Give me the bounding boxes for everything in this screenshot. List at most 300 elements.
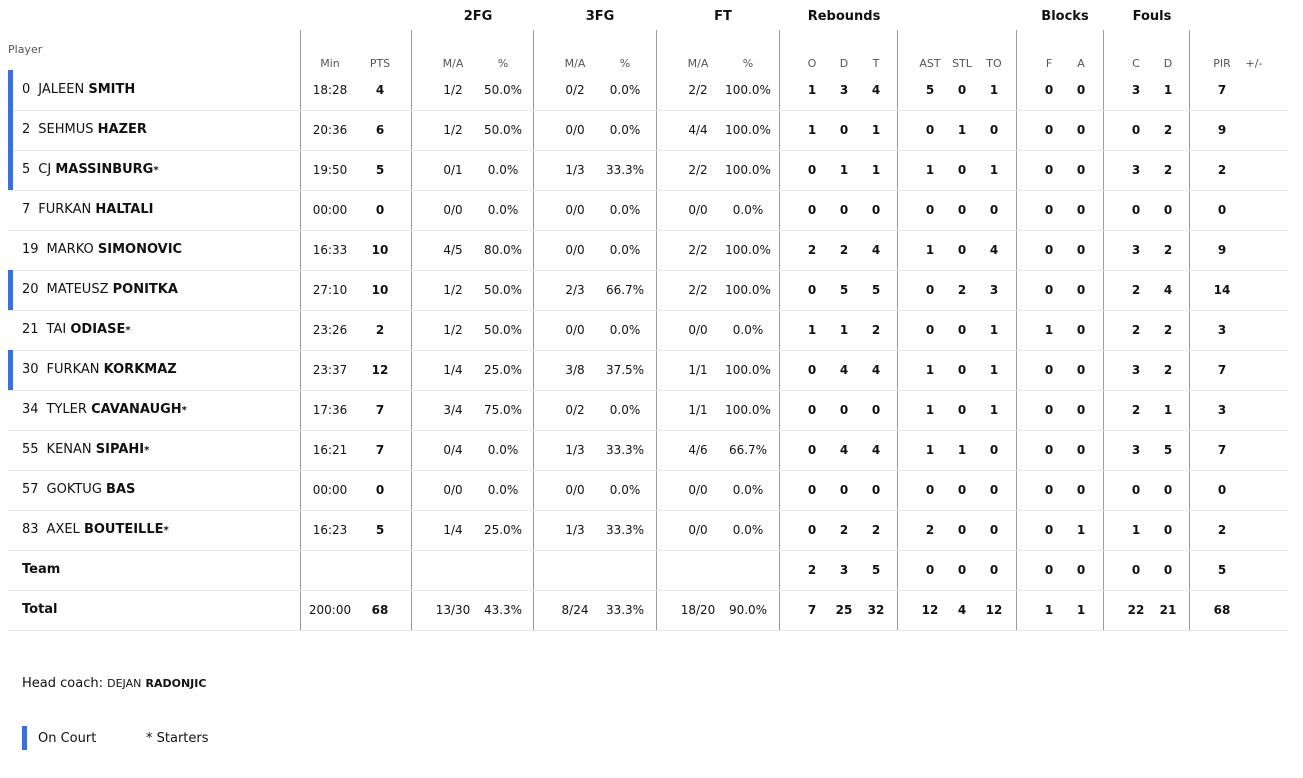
stat-2fg-pct	[478, 550, 528, 590]
stat-foul-c: 2	[1131, 323, 1141, 337]
stat-blk-a: 0	[1076, 203, 1086, 217]
player-name[interactable]	[22, 190, 154, 230]
player-last-name: PONITKA	[112, 282, 178, 297]
stat-reb-t: 4	[871, 243, 881, 257]
stat-blk-f: 0	[1044, 363, 1054, 377]
group-header-greb: Rebounds	[807, 9, 881, 24]
player-name[interactable]	[22, 310, 131, 350]
stat-reb-d: 0	[839, 123, 849, 137]
stat-blk-f: 1	[1044, 603, 1054, 617]
stat-reb-d: 2	[839, 243, 849, 257]
stat-plus-minus	[1229, 310, 1279, 350]
player-last-name: MASSINBURG	[55, 162, 154, 177]
stat-to: 0	[989, 483, 999, 497]
stat-blk-a: 1	[1076, 603, 1086, 617]
stat-ast: 1	[925, 243, 935, 257]
stat-foul-c: 3	[1131, 163, 1141, 177]
stat-blk-f: 0	[1044, 563, 1054, 577]
stat-to: 1	[989, 83, 999, 97]
stat-foul-c: 22	[1127, 603, 1145, 617]
on-court-indicator	[8, 350, 13, 390]
player-name[interactable]	[22, 430, 149, 470]
stat-pts: 5	[375, 523, 385, 537]
column-header-reb-d: D	[839, 57, 849, 70]
stat-blk-f: 1	[1044, 323, 1054, 337]
stat-2fg-pct: 50.0%	[483, 283, 523, 297]
player-number: 5	[22, 162, 31, 177]
stat-reb-t: 4	[871, 83, 881, 97]
player-last-name: BOUTEILLE	[83, 522, 164, 537]
stat-blk-f: 0	[1044, 523, 1054, 537]
stat-pir: 3	[1217, 403, 1227, 417]
column-header-3fg-ma: M/A	[564, 57, 586, 70]
stat-foul-d: 5	[1163, 443, 1173, 457]
stat-pir: 14	[1213, 283, 1231, 297]
stat-pir: 3	[1217, 323, 1227, 337]
stat-pts	[355, 550, 405, 590]
stat-blk-a: 0	[1076, 163, 1086, 177]
column-header-ast: AST	[919, 57, 941, 70]
stat-reb-t: 5	[871, 563, 881, 577]
stat-ft-pct: 0.0%	[732, 323, 764, 337]
stat-plus-minus	[1229, 510, 1279, 550]
stat-foul-d: 2	[1163, 123, 1173, 137]
stat-blk-a: 0	[1076, 443, 1086, 457]
stat-min: 200:00	[308, 603, 352, 617]
stat-reb-d: 0	[839, 483, 849, 497]
starter-marker: *	[163, 525, 169, 536]
player-last-name: BAS	[106, 482, 136, 497]
stat-pts: 10	[371, 243, 389, 257]
stat-2fg-ma: 0/4	[443, 443, 463, 457]
stat-ft-ma: 2/2	[688, 83, 708, 97]
player-name[interactable]	[22, 510, 169, 550]
stat-2fg-pct: 0.0%	[487, 443, 519, 457]
stat-3fg-pct: 0.0%	[609, 123, 641, 137]
stat-blk-f: 0	[1044, 283, 1054, 297]
stat-reb-d: 2	[839, 523, 849, 537]
stat-foul-d: 2	[1163, 163, 1173, 177]
stat-plus-minus	[1229, 150, 1279, 190]
stat-min	[305, 550, 355, 590]
stat-3fg-pct: 37.5%	[605, 363, 645, 377]
stat-ft-ma: 4/4	[688, 123, 708, 137]
stat-2fg-pct: 25.0%	[483, 363, 523, 377]
column-header-min: Min	[320, 57, 340, 70]
stat-plus-minus	[1229, 390, 1279, 430]
stat-ast: 0	[925, 323, 935, 337]
player-name[interactable]	[22, 390, 187, 430]
stat-blk-a: 0	[1076, 363, 1086, 377]
stat-pir: 7	[1217, 443, 1227, 457]
stat-reb-d: 1	[839, 163, 849, 177]
stat-foul-d: 2	[1163, 243, 1173, 257]
stat-min: 16:21	[312, 443, 348, 457]
stat-2fg-ma: 13/30	[435, 603, 471, 617]
stat-blk-a: 0	[1076, 123, 1086, 137]
stat-foul-c: 3	[1131, 83, 1141, 97]
stat-2fg-ma: 0/1	[443, 163, 463, 177]
stat-pts: 68	[371, 603, 389, 617]
stat-min: 23:26	[312, 323, 348, 337]
stat-min: 18:28	[312, 83, 348, 97]
stat-foul-d: 21	[1159, 603, 1177, 617]
stat-ft-ma: 0/0	[688, 523, 708, 537]
stat-3fg-ma: 3/8	[565, 363, 585, 377]
player-number: 55	[22, 442, 39, 457]
player-first-name: CJ	[38, 162, 52, 177]
on-court-indicator	[8, 270, 13, 310]
stat-reb-o: 2	[807, 243, 817, 257]
stat-ast: 1	[925, 163, 935, 177]
stat-blk-a: 0	[1076, 563, 1086, 577]
column-header-2fg-ma: M/A	[442, 57, 464, 70]
stat-pts: 12	[371, 363, 389, 377]
stat-ft-pct: 100.0%	[725, 283, 771, 297]
stat-2fg-ma: 1/2	[443, 283, 463, 297]
stat-pir: 68	[1213, 603, 1231, 617]
stat-pts: 7	[375, 443, 385, 457]
player-name[interactable]	[22, 70, 135, 110]
stat-foul-c: 0	[1131, 203, 1141, 217]
stat-2fg-ma: 0/0	[443, 203, 463, 217]
stat-pts: 0	[375, 483, 385, 497]
stat-blk-f: 0	[1044, 403, 1054, 417]
player-name[interactable]	[22, 110, 147, 150]
stat-reb-t: 0	[871, 203, 881, 217]
stat-2fg-pct: 80.0%	[483, 243, 523, 257]
stat-plus-minus	[1229, 550, 1279, 590]
stat-reb-d: 3	[839, 83, 849, 97]
stat-ft-pct: 100.0%	[725, 123, 771, 137]
player-last-name: HAZER	[97, 122, 147, 137]
column-header-3fg-pct: %	[619, 57, 631, 70]
stat-min: 00:00	[312, 483, 348, 497]
stat-blk-f: 0	[1044, 83, 1054, 97]
stat-stl: 0	[957, 483, 967, 497]
stat-pir: 9	[1217, 123, 1227, 137]
stat-pts: 10	[371, 283, 389, 297]
stat-foul-c: 3	[1131, 243, 1141, 257]
player-last-name: ODIASE	[70, 322, 126, 337]
stat-blk-a: 0	[1076, 243, 1086, 257]
column-header-reb-o: O	[807, 57, 817, 70]
stat-ft-pct	[723, 550, 773, 590]
stat-2fg-ma: 1/4	[443, 523, 463, 537]
stat-blk-a: 0	[1076, 323, 1086, 337]
stat-ft-pct: 100.0%	[725, 83, 771, 97]
stat-foul-c: 1	[1131, 523, 1141, 537]
stat-foul-c: 0	[1131, 483, 1141, 497]
stat-3fg-ma: 0/2	[565, 83, 585, 97]
stat-3fg-pct: 0.0%	[609, 203, 641, 217]
player-name[interactable]	[22, 350, 177, 390]
stat-to: 1	[989, 363, 999, 377]
stat-3fg-ma: 0/2	[565, 403, 585, 417]
stat-pts: 7	[375, 403, 385, 417]
stat-min: 27:10	[312, 283, 348, 297]
stat-stl: 0	[957, 563, 967, 577]
player-first-name: MATEUSZ	[46, 282, 109, 297]
player-number: 7	[22, 202, 31, 217]
player-number: 2	[22, 122, 31, 137]
stat-pts: 5	[375, 163, 385, 177]
stat-reb-o: 0	[807, 283, 817, 297]
player-name[interactable]	[22, 270, 178, 310]
player-last-name: SMITH	[88, 82, 136, 97]
stat-blk-f: 0	[1044, 123, 1054, 137]
stat-3fg-ma: 0/0	[565, 123, 585, 137]
group-header-g2fg: 2FG	[463, 9, 493, 24]
stat-to: 0	[989, 443, 999, 457]
stat-3fg-ma: 0/0	[565, 243, 585, 257]
player-number: 20	[22, 282, 39, 297]
stat-ft-pct: 100.0%	[725, 243, 771, 257]
stat-blk-a: 0	[1076, 83, 1086, 97]
player-name[interactable]	[22, 150, 159, 190]
starter-marker: *	[153, 165, 159, 176]
stat-to: 3	[989, 283, 999, 297]
stat-plus-minus	[1229, 190, 1279, 230]
stat-2fg-pct: 50.0%	[483, 83, 523, 97]
player-first-name: SEHMUS	[38, 122, 94, 137]
stat-3fg-pct: 66.7%	[605, 283, 645, 297]
player-first-name: FURKAN	[46, 362, 100, 377]
stat-blk-f: 0	[1044, 163, 1054, 177]
player-number: 0	[22, 82, 31, 97]
stat-3fg-pct: 0.0%	[609, 243, 641, 257]
player-name[interactable]	[22, 470, 135, 510]
column-header-to: TO	[986, 57, 1002, 70]
stat-2fg-pct: 0.0%	[487, 483, 519, 497]
group-header-gft: FT	[714, 9, 732, 24]
stat-ft-ma: 4/6	[688, 443, 708, 457]
stat-blk-f: 0	[1044, 443, 1054, 457]
stat-3fg-pct: 0.0%	[609, 323, 641, 337]
stat-pir: 2	[1217, 163, 1227, 177]
stat-reb-o: 0	[807, 523, 817, 537]
stat-plus-minus	[1229, 430, 1279, 470]
stat-stl: 0	[957, 163, 967, 177]
group-header-g3fg: 3FG	[585, 9, 615, 24]
stat-2fg-pct: 50.0%	[483, 323, 523, 337]
stat-reb-o: 2	[807, 563, 817, 577]
stat-foul-c: 2	[1131, 403, 1141, 417]
stat-reb-t: 1	[871, 123, 881, 137]
stat-min: 23:37	[312, 363, 348, 377]
stat-ast: 2	[925, 523, 935, 537]
stat-ft-ma: 0/0	[688, 483, 708, 497]
stat-2fg-pct: 43.3%	[483, 603, 523, 617]
stat-2fg-ma	[428, 550, 478, 590]
stat-stl: 0	[957, 203, 967, 217]
player-last-name: SIMONOVIC	[97, 242, 183, 257]
stat-foul-d: 0	[1163, 563, 1173, 577]
player-first-name: JALEEN	[38, 82, 85, 97]
stat-foul-d: 1	[1163, 403, 1173, 417]
stat-foul-d: 4	[1163, 283, 1173, 297]
stat-2fg-ma: 1/2	[443, 123, 463, 137]
stat-reb-o: 0	[807, 443, 817, 457]
player-number: 30	[22, 362, 39, 377]
stat-blk-f: 0	[1044, 203, 1054, 217]
stat-ft-ma: 18/20	[680, 603, 716, 617]
stat-ft-pct: 0.0%	[732, 203, 764, 217]
column-header-foul-c: C	[1132, 57, 1140, 70]
stat-ft-ma: 2/2	[688, 243, 708, 257]
stat-ft-ma: 1/1	[688, 363, 708, 377]
total-row-label: Total	[22, 602, 58, 617]
stat-ast: 1	[925, 443, 935, 457]
stat-to: 1	[989, 403, 999, 417]
stat-reb-o: 1	[807, 323, 817, 337]
stat-pir: 7	[1217, 83, 1227, 97]
stat-min: 16:23	[312, 523, 348, 537]
player-last-name: KORKMAZ	[103, 362, 177, 377]
stat-3fg-ma: 8/24	[561, 603, 589, 617]
stat-2fg-ma: 3/4	[443, 403, 463, 417]
stat-2fg-ma: 1/4	[443, 363, 463, 377]
stat-ast: 0	[925, 123, 935, 137]
stat-min: 17:36	[312, 403, 348, 417]
player-first-name: MARKO	[46, 242, 94, 257]
stat-to: 1	[989, 323, 999, 337]
stat-foul-c: 0	[1131, 123, 1141, 137]
stat-stl: 0	[957, 83, 967, 97]
stat-ft-pct: 0.0%	[732, 483, 764, 497]
stat-foul-c: 3	[1131, 363, 1141, 377]
stat-ast: 1	[925, 363, 935, 377]
team-row-label: Team	[22, 562, 61, 577]
stat-reb-o: 0	[807, 403, 817, 417]
head-coach	[22, 676, 206, 691]
stat-plus-minus	[1229, 470, 1279, 510]
player-first-name: GOKTUG	[46, 482, 102, 497]
stat-plus-minus	[1229, 270, 1279, 310]
stat-2fg-pct: 0.0%	[487, 163, 519, 177]
stat-plus-minus	[1229, 230, 1279, 270]
stat-2fg-ma: 4/5	[443, 243, 463, 257]
stat-reb-t: 4	[871, 443, 881, 457]
column-header-reb-t: T	[872, 57, 880, 70]
stat-stl: 4	[957, 603, 967, 617]
stat-reb-d: 25	[835, 603, 853, 617]
on-court-indicator	[8, 70, 13, 110]
stat-2fg-ma: 1/2	[443, 323, 463, 337]
stat-ast: 0	[925, 203, 935, 217]
stat-ft-pct: 100.0%	[725, 363, 771, 377]
stat-reb-d: 4	[839, 363, 849, 377]
row-divider	[8, 630, 1288, 631]
stat-2fg-pct: 75.0%	[483, 403, 523, 417]
stat-blk-a: 1	[1076, 523, 1086, 537]
stat-plus-minus	[1229, 110, 1279, 150]
stat-pir: 0	[1217, 203, 1227, 217]
player-number: 19	[22, 242, 39, 257]
stat-ft-pct: 0.0%	[732, 523, 764, 537]
group-header-gfoul: Fouls	[1132, 9, 1172, 24]
stat-reb-t: 5	[871, 283, 881, 297]
legend-starters-label: * Starters	[146, 731, 209, 746]
stat-pts: 2	[375, 323, 385, 337]
stat-plus-minus	[1229, 350, 1279, 390]
stat-2fg-ma: 1/2	[443, 83, 463, 97]
stat-3fg-ma	[550, 550, 600, 590]
stat-3fg-ma: 1/3	[565, 443, 585, 457]
player-name[interactable]	[22, 230, 182, 270]
stat-reb-d: 0	[839, 403, 849, 417]
player-first-name: FURKAN	[38, 202, 92, 217]
stat-stl: 1	[957, 123, 967, 137]
stat-2fg-pct: 50.0%	[483, 123, 523, 137]
stat-stl: 1	[957, 443, 967, 457]
player-column-header: Player	[8, 43, 43, 56]
on-court-indicator	[8, 110, 13, 150]
stat-pir: 5	[1217, 563, 1227, 577]
stat-3fg-ma: 1/3	[565, 163, 585, 177]
stat-2fg-pct: 25.0%	[483, 523, 523, 537]
stat-3fg-pct: 0.0%	[609, 483, 641, 497]
stat-reb-d: 4	[839, 443, 849, 457]
stat-3fg-ma: 1/3	[565, 523, 585, 537]
stat-to: 12	[985, 603, 1003, 617]
column-header-pts: PTS	[369, 57, 391, 70]
stat-blk-f: 0	[1044, 243, 1054, 257]
stat-2fg-ma: 0/0	[443, 483, 463, 497]
stat-ft-ma: 2/2	[688, 163, 708, 177]
stat-to: 0	[989, 563, 999, 577]
stat-plus-minus	[1229, 70, 1279, 110]
stat-3fg-pct	[600, 550, 650, 590]
stat-reb-t: 4	[871, 363, 881, 377]
starter-marker: *	[125, 325, 131, 336]
player-first-name: KENAN	[46, 442, 92, 457]
stat-pts: 4	[375, 83, 385, 97]
player-first-name: TYLER	[46, 402, 87, 417]
player-last-name: SIPAHI	[95, 442, 145, 457]
stat-to: 0	[989, 123, 999, 137]
stat-ast: 0	[925, 283, 935, 297]
stat-ast: 12	[921, 603, 939, 617]
stat-ast: 0	[925, 563, 935, 577]
stat-stl: 0	[957, 523, 967, 537]
stat-stl: 2	[957, 283, 967, 297]
stat-ft-pct: 100.0%	[725, 163, 771, 177]
on-court-indicator	[8, 150, 13, 190]
player-number: 57	[22, 482, 39, 497]
stat-to: 0	[989, 523, 999, 537]
stat-3fg-pct: 33.3%	[605, 523, 645, 537]
stat-to: 0	[989, 203, 999, 217]
stat-reb-o: 0	[807, 163, 817, 177]
stat-foul-d: 2	[1163, 363, 1173, 377]
stat-reb-o: 7	[807, 603, 817, 617]
player-first-name: TAI	[46, 322, 67, 337]
stat-3fg-pct: 0.0%	[609, 403, 641, 417]
stat-3fg-ma: 0/0	[565, 203, 585, 217]
stat-ft-ma: 1/1	[688, 403, 708, 417]
stat-3fg-ma: 0/0	[565, 483, 585, 497]
stat-3fg-pct: 33.3%	[605, 163, 645, 177]
stat-pir: 9	[1217, 243, 1227, 257]
stat-plus-minus	[1229, 590, 1279, 630]
stat-reb-o: 1	[807, 123, 817, 137]
stat-reb-t: 2	[871, 523, 881, 537]
stat-foul-d: 0	[1163, 203, 1173, 217]
stat-min: 00:00	[312, 203, 348, 217]
stat-to: 4	[989, 243, 999, 257]
stat-pts: 0	[375, 203, 385, 217]
